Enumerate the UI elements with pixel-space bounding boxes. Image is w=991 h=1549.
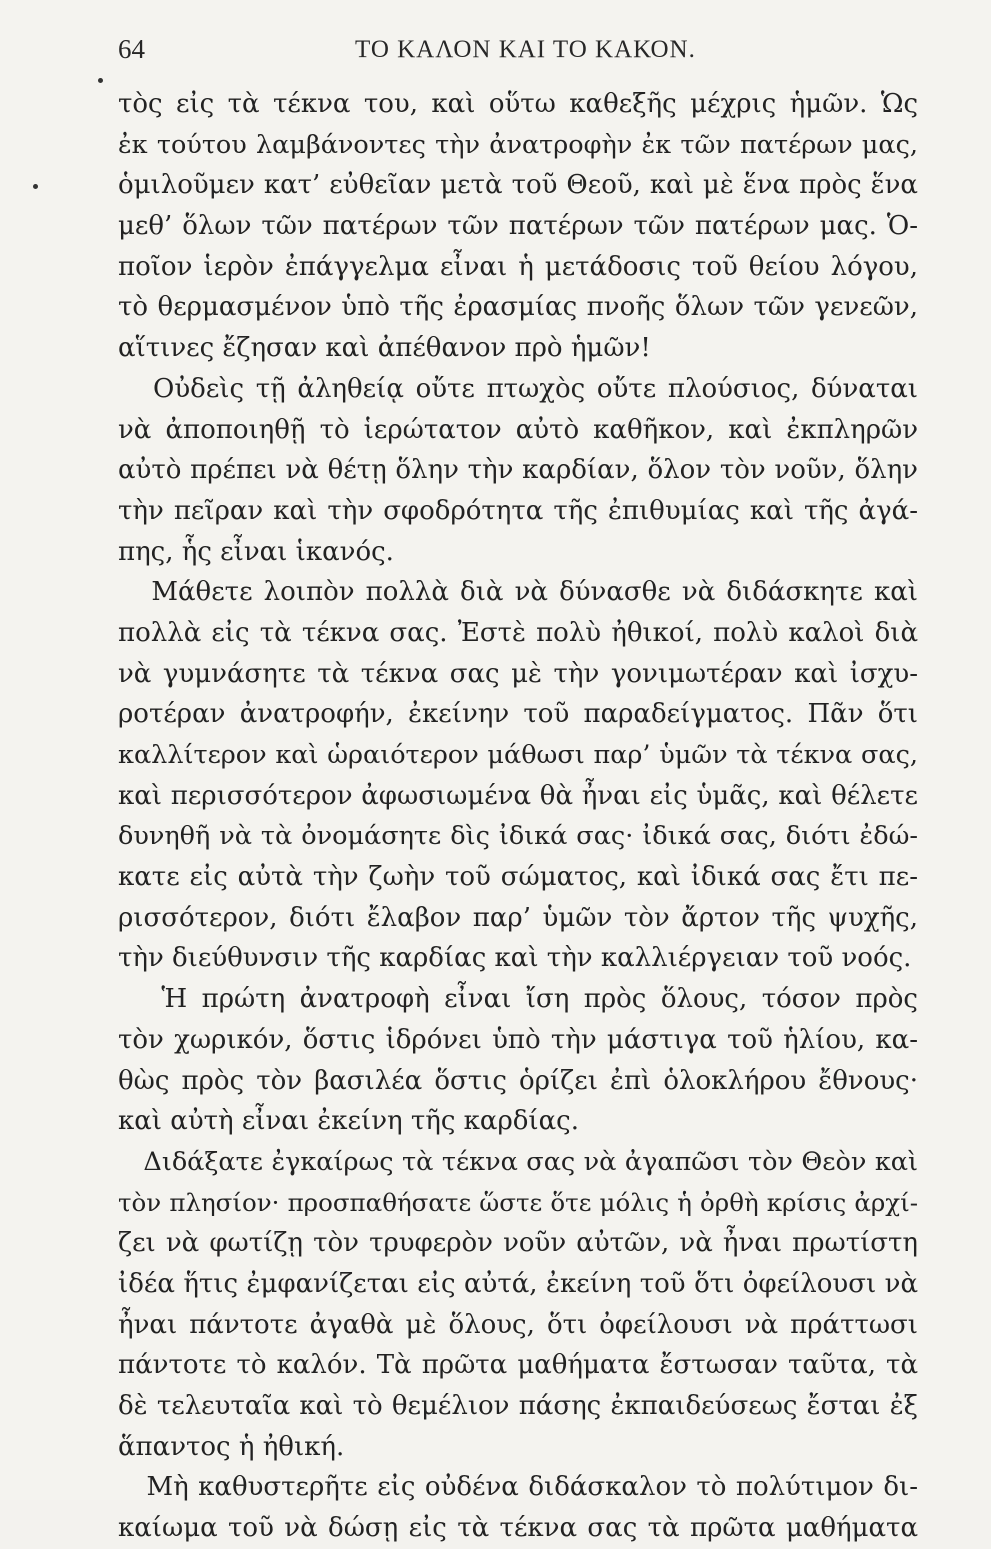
running-head: ΤΟ ΚΑΛΟΝ ΚΑΙ ΤΟ ΚΑΚΟΝ.	[355, 36, 696, 63]
text-line: καλλίτερον καὶ ὡραιότερον μάθωσι παρ’ ὑμῶν τὰ τέκνα σας,	[118, 740, 918, 770]
text-line: τὸ θερμασμένον ὑπὸ τῆς ἐρασμίας πνοῆς ὅλων τῶν γενεῶν,	[118, 292, 918, 323]
text-line: ἅπαντος ἡ ἠθική.	[118, 1431, 345, 1462]
text-line: ρισσότερον, διότι ἔλαβον παρ’ ὑμῶν τὸν ἄρτον τῆς ψυχῆς,	[118, 902, 918, 933]
text-line: πης, ἧς εἶναι ἱκανός.	[118, 536, 394, 567]
margin-speck	[33, 184, 38, 189]
text-line: Οὐδεὶς τῇ ἀληθείᾳ οὔτε πτωχὸς οὔτε πλούσιος, δύναται	[118, 373, 918, 404]
text-line: πολλὰ εἰς τὰ τέκνα σας. Ἐστὲ πολὺ ἠθικοί, πολὺ καλοὶ διὰ	[118, 617, 918, 648]
text-line: ἐκ τούτου λαμβάνοντες τὴν ἀνατροφὴν ἐκ τῶν πατέρων μας,	[118, 129, 918, 160]
text-line: θὼς πρὸς τὸν βασιλέα ὅστις ὁρίζει ἐπὶ ὁλοκλήρου ἔθνους·	[118, 1065, 918, 1096]
text-line: τὸν χωρικόν, ὅστις ἱδρόνει ὑπὸ τὴν μάστιγα τοῦ ἡλίου, κα-	[118, 1024, 918, 1055]
text-line: κατε εἰς αὐτὰ τὴν ζωὴν τοῦ σώματος, καὶ ἰδικά σας ἔτι πε-	[118, 862, 918, 893]
text-line: Ἡ πρώτη ἀνατροφὴ εἶναι ἴση πρὸς ὅλους, τόσον πρὸς	[118, 984, 918, 1015]
margin-speck	[98, 78, 103, 83]
text-line: μεθ’ ὅλων τῶν πατέρων τῶν πατέρων τῶν πατέρων μας. Ὁ-	[118, 211, 918, 242]
text-line: ροτέραν ἀνατροφήν, ἐκείνην τοῦ παραδείγματος. Πᾶν ὅτι	[118, 699, 918, 730]
text-line: τὴν πεῖραν καὶ τὴν σφοδρότητα τῆς ἐπιθυμίας καὶ τῆς ἀγά-	[118, 495, 918, 526]
text-line: τὴν διεύθυνσιν τῆς καρδίας καὶ τὴν καλλιέργειαν τοῦ νοός.	[118, 943, 912, 974]
text-line: ὁμιλοῦμεν κατ’ εὐθεῖαν μετὰ τοῦ Θεοῦ, καὶ μὲ ἕνα πρὸς ἕνα	[118, 170, 918, 201]
page-header	[118, 34, 918, 74]
text-line: ζει νὰ φωτίζῃ τὸν τρυφερὸν νοῦν αὐτῶν, νὰ ἦναι πρωτίστη	[118, 1228, 918, 1259]
text-line: καίωμα τοῦ νὰ δώσῃ εἰς τὰ τέκνα σας τὰ πρῶτα μαθήματα	[118, 1513, 918, 1544]
text-line: καὶ περισσότερον ἀφωσιωμένα θὰ ἦναι εἰς ὑμᾶς, καὶ θέλετε	[118, 780, 918, 811]
text-line: ἦναι πάντοτε ἀγαθὰ μὲ ὅλους, ὅτι ὀφείλουσι νὰ πράττωσι	[118, 1309, 918, 1340]
text-line: Μὴ καθυστερῆτε εἰς οὐδένα διδάσκαλον τὸ πολύτιμον δι-	[118, 1472, 918, 1503]
text-line: πάντοτε τὸ καλόν. Τὰ πρῶτα μαθήματα ἔστωσαν ταῦτα, τὰ	[118, 1350, 918, 1381]
text-line: δὲ τελευταῖα καὶ τὸ θεμέλιον πάσης ἐκπαιδεύσεως ἔσται ἐξ	[118, 1391, 918, 1421]
page-number: 64	[118, 34, 145, 64]
text-line: καὶ αὐτὴ εἶναι ἐκείνη τῆς καρδίας.	[118, 1106, 579, 1137]
text-line: νὰ γυμνάσητε τὰ τέκνα σας μὲ τὴν γονιμωτέραν καὶ ἰσχυ-	[118, 658, 918, 689]
text-line: νὰ ἀποποιηθῇ τὸ ἱερώτατον αὐτὸ καθῆκον, καὶ ἐκπληρῶν	[118, 414, 918, 445]
text-line: Διδάξατε ἐγκαίρως τὰ τέκνα σας νὰ ἀγαπῶσι τὸν Θεὸν καὶ	[118, 1146, 918, 1177]
body-text	[118, 84, 918, 1549]
text-line: τὸς εἰς τὰ τέκνα του, καὶ οὕτω καθεξῆς μέχρις ἡμῶν. Ὡς	[118, 89, 918, 119]
text-line: δυνηθῆ νὰ τὰ ὀνομάσητε δὶς ἰδικά σας· ἰδικά σας, διότι ἐδώ-	[118, 821, 918, 852]
text-line: τὸν πλησίον· προσπαθήσατε ὥστε ὅτε μόλις ἡ ὀρθὴ κρίσις ἀρχί-	[118, 1187, 918, 1217]
text-line: αὐτὸ πρέπει νὰ θέτῃ ὅλην τὴν καρδίαν, ὅλον τὸν νοῦν, ὅλην	[118, 455, 918, 486]
text-line: Μάθετε λοιπὸν πολλὰ διὰ νὰ δύνασθε νὰ διδάσκητε καὶ	[118, 577, 918, 608]
text-line: ἰδέα ἥτις ἐμφανίζεται εἰς αὐτά, ἐκείνη τοῦ ὅτι ὀφείλουσι νὰ	[118, 1268, 918, 1299]
text-line: αἵτινες ἔζησαν καὶ ἀπέθανον πρὸ ἡμῶν!	[118, 333, 651, 364]
text-line: ποῖον ἱερὸν ἐπάγγελμα εἶναι ἡ μετάδοσις τοῦ θείου λόγου,	[118, 251, 918, 282]
